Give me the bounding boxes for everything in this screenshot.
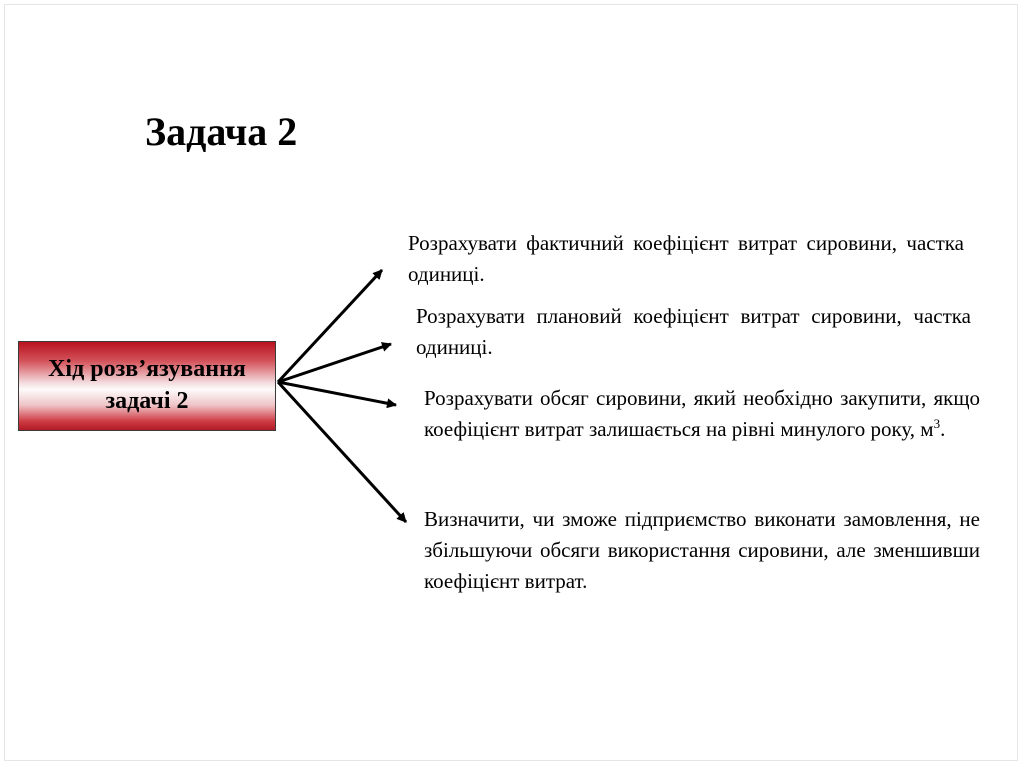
step-3-superscript: 3 — [933, 416, 941, 431]
step-3-suffix: . — [940, 417, 946, 441]
source-node-line-2: задачі 2 — [105, 388, 189, 414]
slide-title: Задача 2 — [145, 109, 298, 154]
step-4-text: Визначити, чи зможе підприємство виконати замовлення, не збільшуючи обсяги використання сировини, але зменшивши коефіцієнт витрат. — [424, 507, 980, 593]
source-node-line-1: Хід розв’язування — [48, 356, 246, 383]
step-3-main-text: Розрахувати обсяг сировини, який необхідно закупити, якщо коефіцієнт витрат залишається на рівні минулого року, м — [424, 386, 980, 441]
step-1-text: Розрахувати фактичний коефіцієнт витрат сировини, частка одиниці. — [408, 231, 964, 286]
step-3-text — [424, 383, 980, 445]
step-2-text: Розрахувати плановий коефіцієнт витрат сировини, частка одиниці. — [416, 304, 971, 359]
